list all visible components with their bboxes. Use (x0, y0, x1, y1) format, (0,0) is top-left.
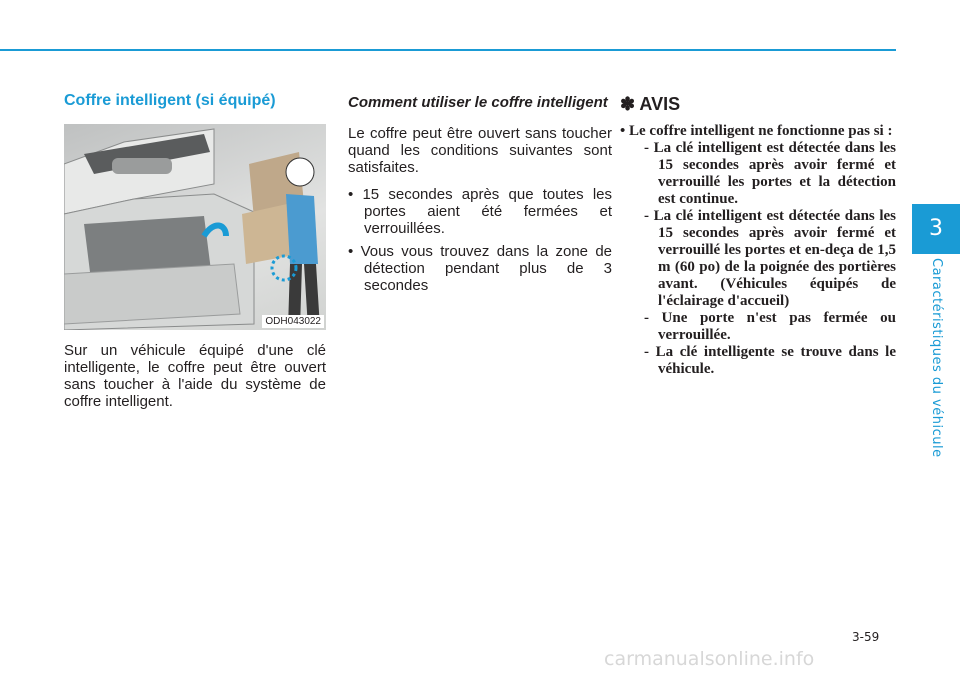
section-body: Sur un véhicule équipé d'une clé intelligente, le coffre peut être ouvert sans toucher à l'aide du système de coffre intelligent. (64, 342, 326, 410)
column-3 (620, 94, 896, 378)
list-item: - La clé intelligente se trouve dans le véhicule. (644, 344, 896, 377)
list-item: • Vous vous trouvez dans la zone de détection pendant plus de 3 secondes (348, 243, 613, 294)
notice-heading: ✽ AVIS (620, 94, 681, 114)
chapter-title: Caractéristiques du véhicule (929, 258, 944, 458)
list-item: - Une porte n'est pas fermée ou verrouillée. (644, 310, 896, 343)
trunk-illustration (64, 124, 326, 330)
watermark: carmanualsonline.info (604, 648, 815, 670)
chapter-tab: 3 (912, 204, 960, 254)
notice-body (620, 123, 896, 378)
section-heading: Coffre intelligent (si équipé) (64, 92, 276, 109)
header-rule (0, 49, 896, 51)
page-number: 3-59 (852, 630, 880, 644)
column-1 (64, 92, 326, 410)
image-caption: ODH043022 (262, 315, 324, 328)
condition-list (348, 186, 612, 294)
column-2 (348, 94, 612, 300)
list-item: - La clé intelligent est détectée dans les 15 secondes après avoir fermé et verrouillé les portes et en-deça de 1,5 m (60 po) de la poignée des portières avant. (Véhicules équipés de l'éclairage d'accueil) (644, 208, 896, 309)
notice-bullet: • Le coffre intelligent ne fonctionne pas si : (620, 123, 893, 139)
list-item: • 15 secondes après que toutes les portes aient été fermées et verrouillées. (348, 186, 612, 237)
list-item: - La clé intelligent est détectée dans les 15 secondes après avoir fermé et verrouillé les portes et la détection est continue. (644, 140, 896, 207)
subsection-heading: Comment utiliser le coffre intelligent (348, 94, 608, 111)
car-trunk-drawing (64, 124, 326, 330)
subsection-intro: Le coffre peut être ouvert sans toucher quand les conditions suivantes sont satisfaites. (348, 125, 612, 176)
